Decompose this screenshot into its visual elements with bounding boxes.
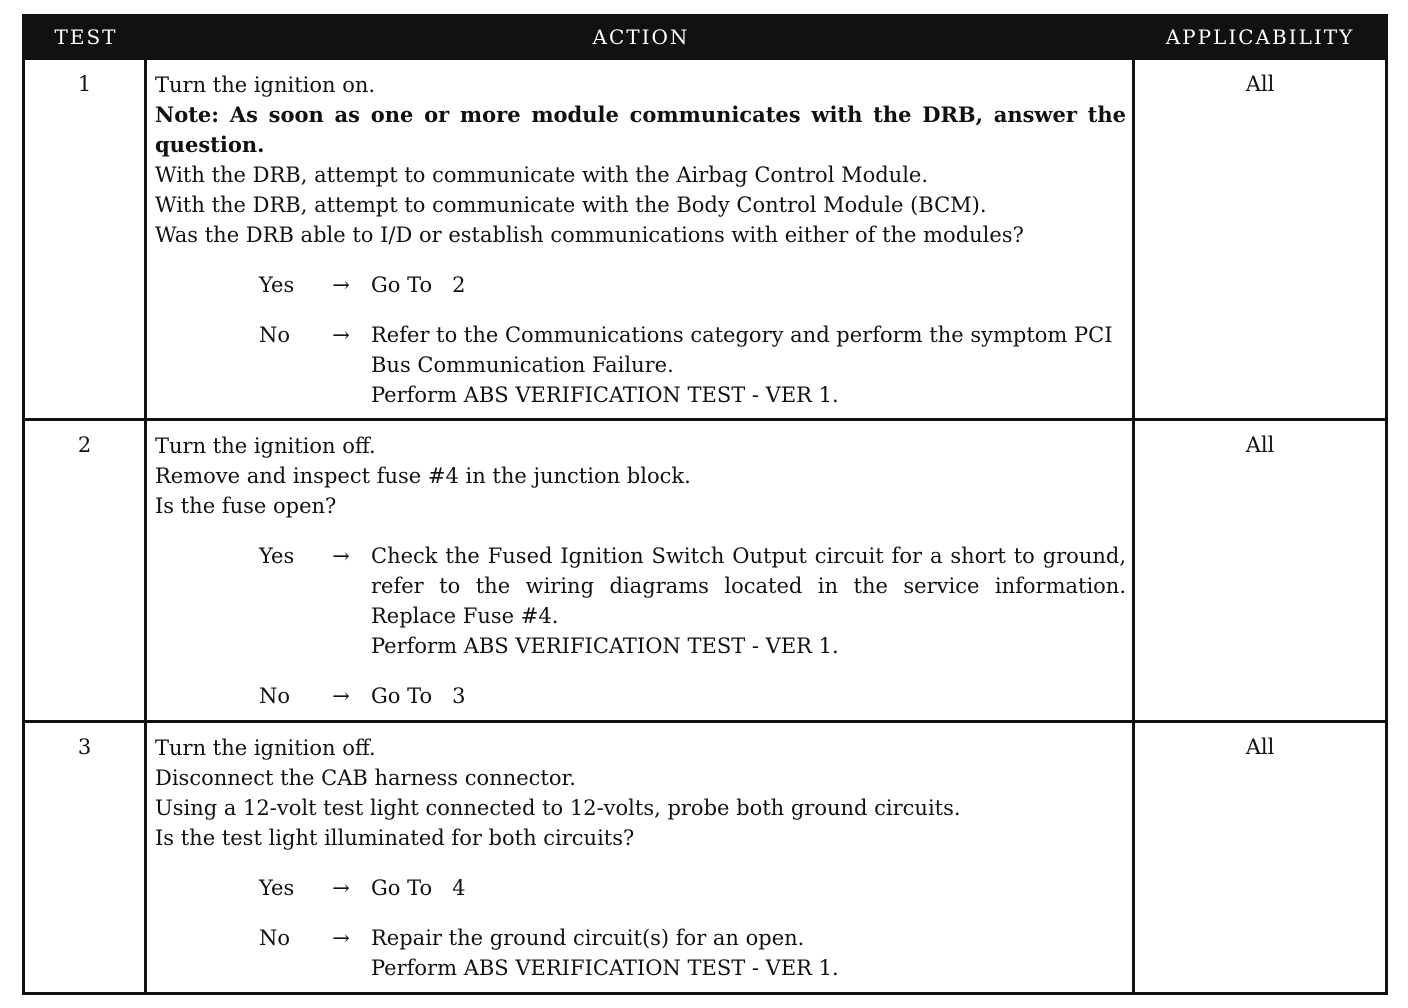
arrow-right-icon: →	[332, 323, 350, 347]
action-line: Is the test light illuminated for both circuits?	[155, 826, 635, 850]
no-branch	[155, 681, 1126, 711]
action-line: Remove and inspect fuse #4 in the junction block.	[155, 464, 691, 488]
test-number: 2	[25, 421, 147, 720]
header-applicability: APPLICABILITY	[1165, 25, 1355, 49]
yes-result: Go To 4	[371, 876, 466, 900]
yes-label: Yes	[259, 544, 295, 568]
yes-result	[371, 541, 1126, 661]
verification-step: Perform ABS VERIFICATION TEST - VER 1.	[371, 383, 839, 407]
no-result-text: Refer to the Communications category and perform the symptom PCI Bus Communication Failure.	[371, 323, 1113, 377]
action-cell	[147, 60, 1135, 418]
applicability: All	[1245, 433, 1275, 457]
arrow-right-icon: →	[332, 876, 350, 900]
yes-result: Go To 2	[371, 273, 466, 297]
applicability: All	[1245, 72, 1275, 96]
action-line: Using a 12-volt test light connected to 12-volts, probe both ground circuits.	[155, 796, 961, 820]
yes-label: Yes	[259, 273, 295, 297]
test-row-3	[25, 720, 1385, 992]
action-line: With the DRB, attempt to communicate with the Body Control Module (BCM).	[155, 193, 987, 217]
action-note: Note: As soon as one or more module communicates with the DRB, answer the question.	[155, 102, 1126, 157]
action-line: Turn the ignition off.	[155, 736, 376, 760]
no-branch	[155, 320, 1126, 410]
header-action: ACTION	[592, 25, 690, 49]
action-line: With the DRB, attempt to communicate with the Airbag Control Module.	[155, 163, 929, 187]
arrow-right-icon: →	[332, 273, 350, 297]
arrow-right-icon: →	[332, 684, 350, 708]
yes-result-text: Check the Fused Ignition Switch Output circuit for a short to ground, refer to the wiring diagrams located in the service information. Replace Fuse #4.	[371, 544, 1126, 628]
no-label: No	[259, 684, 291, 708]
yes-branch	[155, 873, 1126, 903]
no-branch	[155, 923, 1126, 983]
no-result	[371, 923, 1126, 983]
arrow-right-icon: →	[332, 544, 350, 568]
no-result	[371, 320, 1126, 410]
arrow-right-icon: →	[332, 926, 350, 950]
test-row-1	[25, 57, 1385, 418]
action-line: Was the DRB able to I/D or establish communications with either of the modules?	[155, 223, 1024, 247]
verification-step: Perform ABS VERIFICATION TEST - VER 1.	[371, 956, 839, 980]
test-row-2	[25, 418, 1385, 720]
yes-branch	[155, 541, 1126, 661]
table-header	[25, 17, 1385, 57]
action-line: Turn the ignition off.	[155, 434, 376, 458]
no-result: Go To 3	[371, 684, 466, 708]
action-cell	[147, 421, 1135, 720]
header-test: TEST	[54, 25, 118, 49]
action-line: Disconnect the CAB harness connector.	[155, 766, 576, 790]
applicability: All	[1245, 735, 1275, 759]
yes-label: Yes	[259, 876, 295, 900]
diagnostic-test-table	[22, 14, 1388, 995]
no-label: No	[259, 323, 291, 347]
action-line: Turn the ignition on.	[155, 73, 376, 97]
yes-branch	[155, 270, 1126, 300]
test-number: 3	[25, 723, 147, 992]
verification-step: Perform ABS VERIFICATION TEST - VER 1.	[371, 634, 839, 658]
action-cell	[147, 723, 1135, 992]
no-result-text: Repair the ground circuit(s) for an open.	[371, 926, 805, 950]
test-number: 1	[25, 60, 147, 418]
action-line: Is the fuse open?	[155, 494, 337, 518]
no-label: No	[259, 926, 291, 950]
